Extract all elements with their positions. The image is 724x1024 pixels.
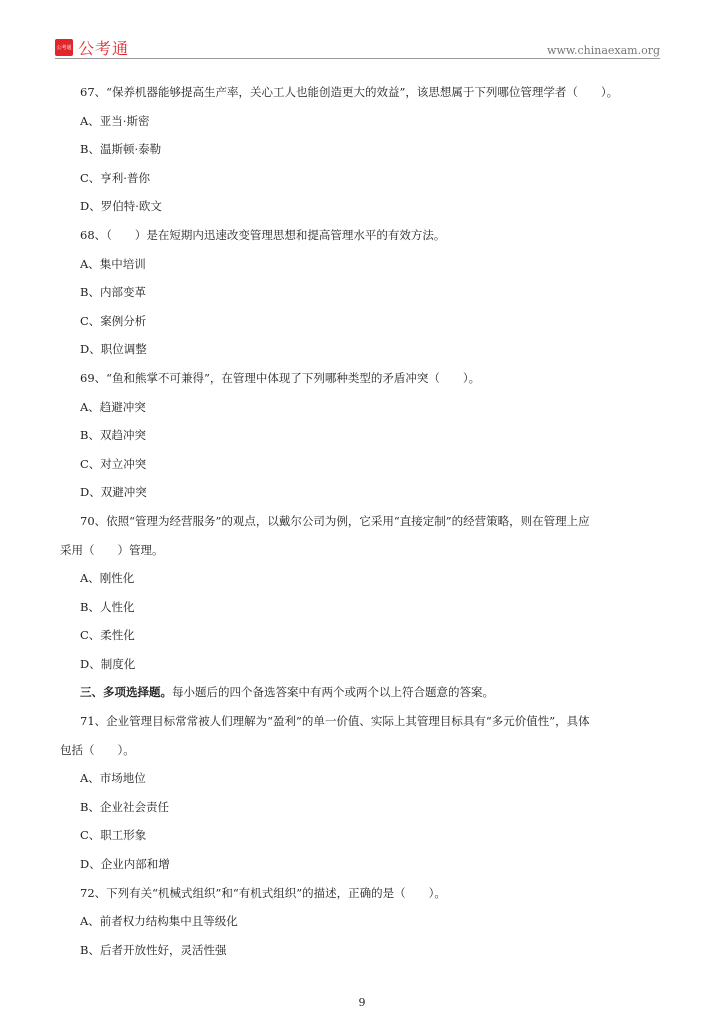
question-70: 70、依照“管理为经营服务”的观点，以戴尔公司为例，它采用“直接定制”的经营策略，则在管理上应 [80,513,590,528]
option: C、案例分析 [80,313,147,328]
option: B、双趋冲突 [80,428,146,443]
option: D、制度化 [80,656,136,671]
question-71: 71、企业管理目标常常被人们理解为“盈利”的单一价值、实际上其管理目标具有“多元价值性”，具体 [80,714,590,729]
option: A、刚性化 [80,571,135,586]
logo-mark: 公考通 [55,39,73,56]
option: A、亚当·斯密 [80,113,150,128]
logo-text: 公考通 [78,39,130,58]
logo [55,36,129,59]
header-divider [55,58,660,59]
question-67: 67、“保养机器能够提高生产率，关心工人也能创造更大的效益”，该思想属于下列哪位管理学者（ ）。 [80,85,619,99]
option: A、前者权力结构集中且等级化 [80,914,238,929]
option: A、趋避冲突 [80,399,146,414]
option: D、双避冲突 [80,485,147,500]
site-url: www.chinaexam.org [547,44,660,57]
question-72: 72、下列有关“机械式组织”和“有机式组织”的描述，正确的是（ ）。 [80,885,446,900]
option: A、集中培训 [80,256,146,271]
document-body [60,78,670,964]
option: B、人性化 [80,599,135,614]
option: B、温斯顿·泰勒 [80,142,162,157]
option: A、市场地位 [80,771,146,786]
option: D、职位调整 [80,342,147,357]
option: C、职工形象 [80,828,147,843]
question-71-cont: 包括（ ）。 [60,742,135,757]
section-desc: 每小题后的四个备选答案中有两个或两个以上符合题意的答案。 [172,685,494,700]
section-title: 三、多项选择题。 [80,685,172,700]
option: B、内部变革 [80,285,146,300]
page-number: 9 [358,996,366,1009]
option: C、柔性化 [80,628,135,643]
option: D、罗伯特·欧文 [80,199,162,214]
option: D、企业内部和增 [80,857,170,872]
question-68: 68、（ ）是在短期内迅速改变管理思想和提高管理水平的有效方法。 [80,227,446,242]
option: B、后者开放性好，灵活性强 [80,942,227,957]
section-heading [60,678,670,707]
option: C、对立冲突 [80,456,147,471]
question-69: 69、“鱼和熊掌不可兼得”，在管理中体现了下列哪种类型的矛盾冲突（ ）。 [80,370,481,385]
option: B、企业社会责任 [80,799,169,814]
question-70-cont: 采用（ ）管理。 [60,542,164,557]
option: C、亨利·普你 [80,170,150,185]
